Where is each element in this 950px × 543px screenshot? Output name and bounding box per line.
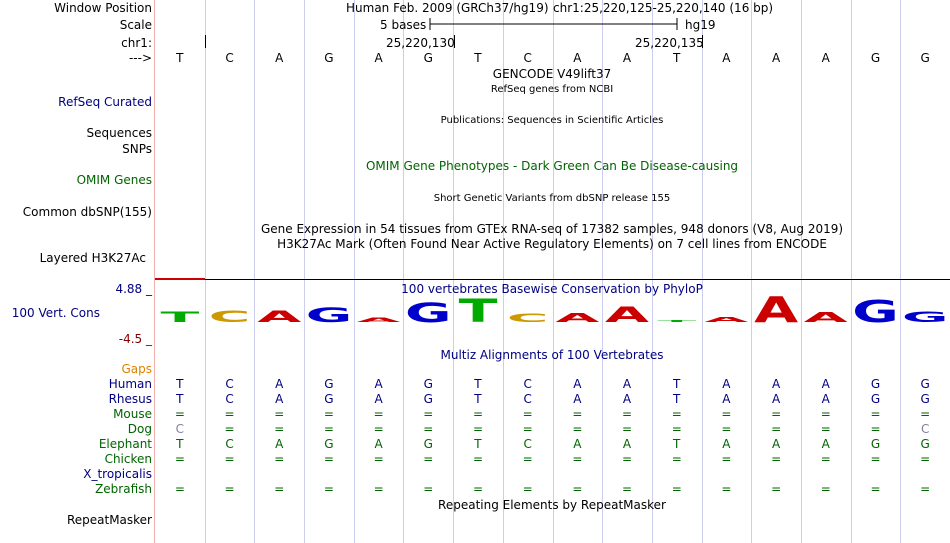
aligned-base: C [175, 422, 185, 436]
aligned-base: = [671, 422, 682, 436]
aligned-base: A [374, 377, 383, 391]
position-label: chr1:25,220,125-25,220,140 (16 bp) [553, 1, 774, 15]
aligned-base: = [522, 482, 533, 496]
aligned-base: C [225, 377, 234, 391]
aligned-base: = [870, 482, 881, 496]
scale-label: Scale [119, 18, 152, 32]
species-label[interactable]: Human [108, 377, 152, 391]
aligned-base: A [275, 437, 284, 451]
aligned-base: = [622, 482, 633, 496]
species-label[interactable]: Mouse [113, 407, 152, 421]
reference-base: T [474, 51, 482, 65]
aligned-base: = [721, 452, 732, 466]
aligned-base: = [820, 452, 831, 466]
reference-base: A [722, 51, 731, 65]
aligned-base: A [771, 392, 781, 406]
aligned-base: = [572, 452, 583, 466]
aligned-base: G [423, 392, 433, 406]
aligned-base: A [821, 377, 830, 391]
reference-base: T [176, 51, 184, 65]
reference-base: C [225, 51, 234, 65]
aligned-base: = [373, 422, 384, 436]
aligned-base: T [474, 377, 482, 391]
aligned-base: C [225, 437, 234, 451]
strand-label: ---> [128, 51, 152, 65]
aligned-base: G [324, 392, 334, 406]
aligned-base: = [472, 452, 483, 466]
phylop-logo-letter [405, 297, 452, 329]
aligned-base: A [275, 377, 284, 391]
aligned-base: = [274, 407, 285, 421]
phylop-letter-text: A [803, 309, 848, 326]
aligned-base: = [721, 422, 732, 436]
aligned-base: = [870, 452, 881, 466]
phylop-letter-text: G [901, 308, 949, 326]
aligned-base: G [870, 437, 881, 451]
phylop-logo-letter [754, 290, 798, 331]
phylop-letter-text: T [458, 292, 498, 330]
repeatmasker-title[interactable]: Repeating Elements by RepeatMasker [438, 498, 666, 512]
phylop-logo-letter [507, 311, 549, 324]
aligned-base: = [323, 482, 334, 496]
aligned-base: = [572, 482, 583, 496]
dbsnp-track-label[interactable]: Common dbSNP(155) [22, 205, 152, 219]
reference-base: G [870, 51, 881, 65]
aligned-base: = [224, 407, 235, 421]
species-label[interactable]: Chicken [104, 452, 152, 466]
h3k27ac-track-label[interactable]: Layered H3K27Ac [39, 251, 146, 265]
aligned-base: T [176, 392, 184, 406]
aligned-base: = [820, 407, 831, 421]
phylop-letter-text: A [605, 302, 650, 328]
aligned-base: = [274, 482, 285, 496]
aligned-base: = [224, 422, 235, 436]
coordinate-label-2: 25,220,135 [635, 36, 704, 50]
aligned-base: = [174, 407, 185, 421]
aligned-base: = [572, 422, 583, 436]
aligned-base: G [870, 392, 881, 406]
reference-base: A [573, 51, 582, 65]
omim-title[interactable]: OMIM Gene Phenotypes - Dark Green Can Be Disease-causing [365, 159, 739, 173]
gaps-label: Gaps [121, 362, 152, 376]
species-label[interactable]: Dog [127, 422, 152, 436]
aligned-base: G [324, 437, 334, 451]
dbsnp-title[interactable]: Short Genetic Variants from dbSNP release 155 [433, 193, 671, 204]
aligned-base: T [176, 437, 184, 451]
aligned-base: = [522, 407, 533, 421]
aligned-base: = [622, 407, 633, 421]
aligned-base: T [673, 392, 681, 406]
reference-base: G [324, 51, 334, 65]
reference-base: A [821, 51, 830, 65]
aligned-base: = [671, 407, 682, 421]
phylop-logo-letter [357, 316, 402, 324]
aligned-base: C [920, 422, 930, 436]
phylop-letter-text: C [506, 311, 549, 325]
chr-label: chr1: [121, 36, 152, 50]
phylop-logo-letter [804, 310, 848, 326]
aligned-base: = [423, 452, 434, 466]
aligned-base: = [920, 482, 931, 496]
coordinate-label-1: 25,220,130 [386, 36, 455, 50]
aligned-base: = [323, 422, 334, 436]
phylop-logo-letter [459, 292, 498, 329]
aligned-base: A [821, 392, 830, 406]
phylop-logo-letter [902, 309, 949, 326]
aligned-base: = [472, 422, 483, 436]
aligned-base: G [423, 377, 433, 391]
sequences-track-label[interactable]: Sequences [86, 126, 152, 140]
reference-base: G [920, 51, 930, 65]
phylop-letter-text: A [754, 289, 799, 332]
aligned-base: A [771, 377, 781, 391]
aligned-base: = [920, 407, 931, 421]
phylop-letter-text: T [160, 308, 200, 326]
aligned-base: = [870, 422, 881, 436]
aligned-base: = [771, 422, 782, 436]
aligned-base: = [771, 407, 782, 421]
assembly-label: Human Feb. 2009 (GRCh37/hg19) [346, 1, 549, 15]
phylop-letter-text: T [657, 319, 697, 323]
phylop-logo-letter [257, 307, 302, 325]
aligned-base: = [522, 452, 533, 466]
phylop-min-label: -4.5 _ [118, 332, 152, 346]
aligned-base: = [423, 407, 434, 421]
publications-title[interactable]: Publications: Sequences in Scientific Articles [440, 115, 664, 126]
aligned-base: A [374, 437, 383, 451]
aligned-base: T [673, 437, 681, 451]
phylop-letter-text: G [404, 297, 452, 329]
repeatmasker-track-label[interactable]: RepeatMasker [66, 513, 152, 527]
reference-base: C [523, 51, 532, 65]
aligned-base: C [523, 377, 532, 391]
aligned-base: A [622, 377, 632, 391]
aligned-base: = [174, 452, 185, 466]
aligned-base: T [474, 437, 482, 451]
aligned-base: C [225, 392, 234, 406]
gtex-title[interactable]: Gene Expression in 54 tissues from GTEx RNA-seq of 17382 samples, 948 donors (V8, Aug 2019) [260, 222, 844, 236]
multiz-alignment-rows [175, 377, 930, 496]
aligned-base: A [573, 437, 582, 451]
aligned-base: G [870, 377, 881, 391]
aligned-base: = [472, 407, 483, 421]
scale-db-label: hg19 [685, 18, 716, 32]
aligned-base: = [224, 452, 235, 466]
aligned-base: A [622, 392, 632, 406]
reference-base: G [423, 51, 433, 65]
phylop-letter-text: A [704, 315, 749, 324]
phylop-letter-text: G [852, 294, 899, 330]
aligned-base: = [423, 482, 434, 496]
aligned-base: = [572, 407, 583, 421]
aligned-base: A [722, 392, 731, 406]
aligned-base: A [771, 437, 781, 451]
aligned-base: A [573, 392, 582, 406]
aligned-base: G [920, 392, 930, 406]
phylop-logo-letter [605, 303, 650, 328]
track-label-panel [12, 1, 153, 527]
aligned-base: T [474, 392, 482, 406]
reference-base: A [275, 51, 284, 65]
aligned-base: = [373, 482, 384, 496]
refseq-track-label[interactable]: RefSeq Curated [58, 95, 152, 109]
species-label[interactable]: Rhesus [108, 392, 152, 406]
phylop-logo-letter [555, 311, 599, 325]
snps-track-label[interactable]: SNPs [122, 142, 152, 156]
aligned-base: = [622, 422, 633, 436]
aligned-base: A [821, 437, 830, 451]
aligned-base: A [722, 377, 731, 391]
species-label[interactable]: X_tropicalis [83, 467, 152, 481]
aligned-base: = [373, 407, 384, 421]
aligned-base: = [771, 482, 782, 496]
aligned-base: = [522, 422, 533, 436]
aligned-base: = [721, 482, 732, 496]
phylop-logo-letter [852, 294, 899, 329]
reference-base: A [622, 51, 632, 65]
phylop-title[interactable]: 100 vertebrates Basewise Conservation by PhyloP [401, 282, 703, 296]
phylop-logo-letter [209, 307, 251, 325]
aligned-base: A [374, 392, 383, 406]
aligned-base: T [673, 377, 681, 391]
aligned-base: A [275, 392, 284, 406]
phylop-letter-text: A [257, 307, 302, 326]
aligned-base: = [671, 452, 682, 466]
aligned-base: = [373, 452, 384, 466]
species-label[interactable]: Zebrafish [95, 482, 152, 496]
aligned-base: C [523, 437, 532, 451]
phylop-letter-text: G [305, 304, 353, 327]
h3k27ac-title[interactable]: H3K27Ac Mark (Often Found Near Active Regulatory Elements) on 7 cell lines from ENCODE [277, 237, 827, 251]
aligned-base: = [323, 407, 334, 421]
aligned-base: G [920, 377, 930, 391]
aligned-base: = [820, 482, 831, 496]
aligned-base: G [423, 437, 433, 451]
position-header [206, 1, 774, 50]
scale-bases-label: 5 bases [380, 18, 427, 32]
species-label[interactable]: Elephant [98, 437, 152, 451]
aligned-base: A [622, 437, 632, 451]
reference-base: T [673, 51, 681, 65]
phylop-track-label[interactable]: 100 Vert. Cons [11, 306, 100, 320]
aligned-base: T [176, 377, 184, 391]
phylop-logo-letter [306, 305, 353, 327]
multiz-title[interactable]: Multiz Alignments of 100 Vertebrates [440, 348, 664, 362]
aligned-base: G [324, 377, 334, 391]
aligned-base: = [721, 407, 732, 421]
reference-base: A [771, 51, 781, 65]
gencode-title[interactable]: GENCODE V49lift37 [492, 67, 612, 81]
species-label-list [83, 377, 152, 496]
aligned-base: = [423, 422, 434, 436]
aligned-base: = [472, 482, 483, 496]
aligned-base: = [622, 452, 633, 466]
aligned-base: C [523, 392, 532, 406]
aligned-base: = [274, 452, 285, 466]
aligned-base: = [224, 482, 235, 496]
phylop-letter-text: A [356, 315, 401, 324]
aligned-base: = [174, 482, 185, 496]
aligned-base: = [671, 482, 682, 496]
reference-base-row [175, 51, 930, 65]
omim-track-label[interactable]: OMIM Genes [76, 173, 152, 187]
phylop-letter-text: C [208, 307, 251, 326]
phylop-max-label: 4.88 _ [115, 282, 152, 296]
phylop-letter-text: A [555, 310, 600, 325]
aligned-base: = [820, 422, 831, 436]
aligned-base: G [920, 437, 930, 451]
refseq-title[interactable]: RefSeq genes from NCBI [490, 84, 614, 95]
phylop-logo-letter [160, 309, 200, 326]
phylop-logo-letter [704, 315, 749, 323]
aligned-base: A [722, 437, 731, 451]
aligned-base: = [771, 452, 782, 466]
window-position-label: Window Position [54, 1, 152, 15]
aligned-base: = [323, 452, 334, 466]
aligned-base: = [870, 407, 881, 421]
aligned-base: = [920, 452, 931, 466]
reference-base: A [374, 51, 383, 65]
aligned-base: = [274, 422, 285, 436]
aligned-base: A [573, 377, 582, 391]
phylop-logo-letter [657, 319, 697, 322]
base-grid [206, 0, 901, 543]
